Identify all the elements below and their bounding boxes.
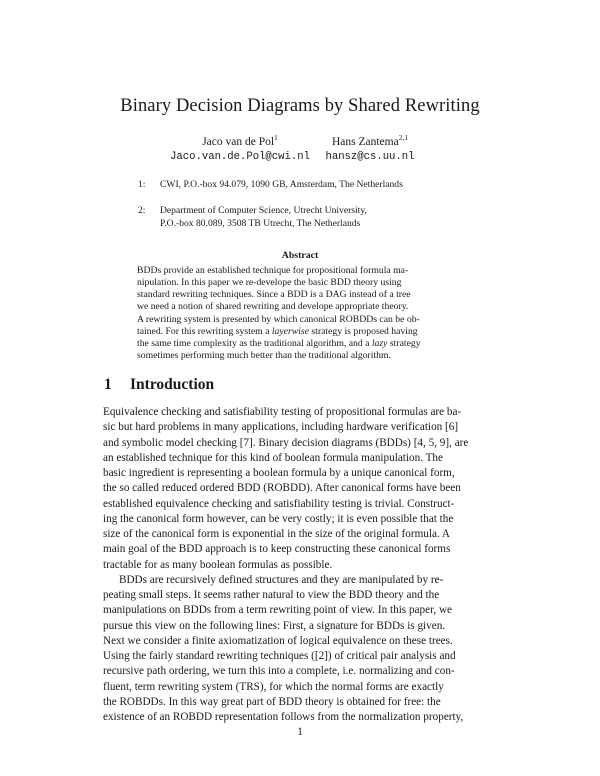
body-line: peating small steps. It seems rather natural to view the BDD theory and the	[103, 589, 440, 601]
abstract-line-part: the same time complexity as the traditional algorithm, and a	[137, 337, 372, 349]
body-line: pursue this view on the following lines: First, a signature for BDDs is given.	[103, 619, 446, 632]
body-line: manipulations on BDDs from a term rewriting point of view. In this paper, we	[103, 604, 452, 617]
body-line: Using the fairly standard rewriting techniques ([2]) of critical pair analysis and	[103, 650, 456, 662]
body-line: basic ingredient is representing a boolean formula by a unique canonical form,	[103, 467, 455, 479]
abstract-line-part: strategy	[387, 337, 421, 349]
author-2-email: hansz@cs.uu.nl	[325, 151, 415, 163]
affiliation-1-text	[160, 179, 480, 192]
body-line: established equivalence checking and satisfiability testing is trivial. Construct-	[103, 497, 455, 510]
author-2-affil-mark: 2,1	[398, 133, 409, 143]
author-1	[155, 133, 325, 163]
affiliation-1-number: 1:	[138, 179, 146, 190]
body-line: Equivalence checking and satisfiability testing of propositional formulas are ba-	[103, 406, 462, 418]
body-line: an established technique for this kind of boolean formula manipulation. The	[103, 451, 443, 464]
abstract-line: BDDs provide an established technique for propositional formula ma-	[137, 265, 409, 276]
abstract-line	[137, 338, 463, 350]
abstract-line	[137, 326, 463, 338]
body-text	[103, 405, 497, 725]
body-line: main goal of the BDD approach is to keep constructing these canonical forms	[103, 543, 451, 556]
abstract-line-part: tained. For this rewriting system a	[137, 325, 272, 337]
emphasis-lazy: lazy	[371, 337, 388, 349]
body-line: recursive path ordering, we turn this into a complete, i.e. normalizing and con-	[103, 665, 455, 678]
author-1-name-line	[155, 133, 325, 148]
author-2	[305, 133, 435, 163]
abstract-line: standard rewriting techniques. Since a BDD is a DAG instead of a tree	[137, 289, 411, 301]
body-line: BDDs are recursively defined structures and they are manipulated by re-	[119, 573, 444, 586]
section-heading	[104, 376, 214, 394]
author-2-name: Hans Zantema	[331, 136, 399, 148]
body-line: the ROBDDs. In this way great part of BDD theory is obtained for free: the	[103, 695, 441, 708]
abstract-line: sometimes performing much better than the traditional algorithm.	[137, 349, 391, 361]
section-title: Introduction	[130, 376, 215, 393]
body-line: Next we consider a finite axiomatization of logical equivalence on these trees.	[103, 634, 453, 647]
affiliation-2-text	[160, 205, 480, 230]
abstract-heading: Abstract	[281, 250, 319, 261]
affiliation-2-number: 2:	[138, 205, 146, 216]
abstract-line: A rewriting system is presented by which canonical ROBDDs can be ob-	[137, 313, 420, 325]
page-number: 1	[297, 726, 303, 738]
body-line: the so called reduced ordered BDD (ROBDD). After canonical forms have been	[103, 482, 461, 495]
paper-title: Binary Decision Diagrams by Shared Rewriting	[120, 96, 480, 116]
body-line: fluent, term rewriting system (TRS), for which the normal forms are exactly	[103, 680, 444, 693]
author-1-email: Jaco.van.de.Pol@cwi.nl	[170, 151, 310, 163]
body-line: and symbolic model checking [7]. Binary decision diagrams (BDDs) [4, 5, 9], are	[103, 436, 469, 449]
section-number: 1	[104, 376, 112, 393]
affiliation-2-line: P.O.-box 80.089, 3508 TB Utrecht, The Netherlands	[160, 217, 361, 229]
abstract-line-part: strategy is proposed having	[308, 325, 418, 337]
abstract-line: we need a notion of shared rewriting and develope appropriate theory.	[137, 301, 409, 313]
body-line: tractable for as many boolean formulas as possible.	[103, 558, 333, 571]
emphasis-layerwise: layerwise	[271, 325, 309, 337]
body-line: ing the canonical form however, can be very costly; it is even possible that the	[103, 512, 454, 525]
author-1-affil-mark: 1	[274, 133, 278, 143]
affiliation-1-line: CWI, P.O.-box 94.079, 1090 GB, Amsterdam, The Netherlands	[160, 179, 403, 190]
abstract-line: nipulation. In this paper we re-develope the basic BDD theory using	[137, 277, 402, 289]
affiliation-2-line: Department of Computer Science, Utrecht University,	[160, 205, 367, 216]
abstract-text	[137, 265, 463, 362]
author-2-name-line	[305, 133, 435, 148]
body-line: size of the canonical form is exponential in the size of the original formula. A	[103, 528, 451, 540]
author-1-name: Jaco van de Pol	[202, 136, 275, 148]
body-line: sic but hard problems in many applications, including hardware verification [6]	[103, 421, 459, 434]
body-line: existence of an ROBDD representation follows from the normalization property,	[103, 711, 464, 723]
